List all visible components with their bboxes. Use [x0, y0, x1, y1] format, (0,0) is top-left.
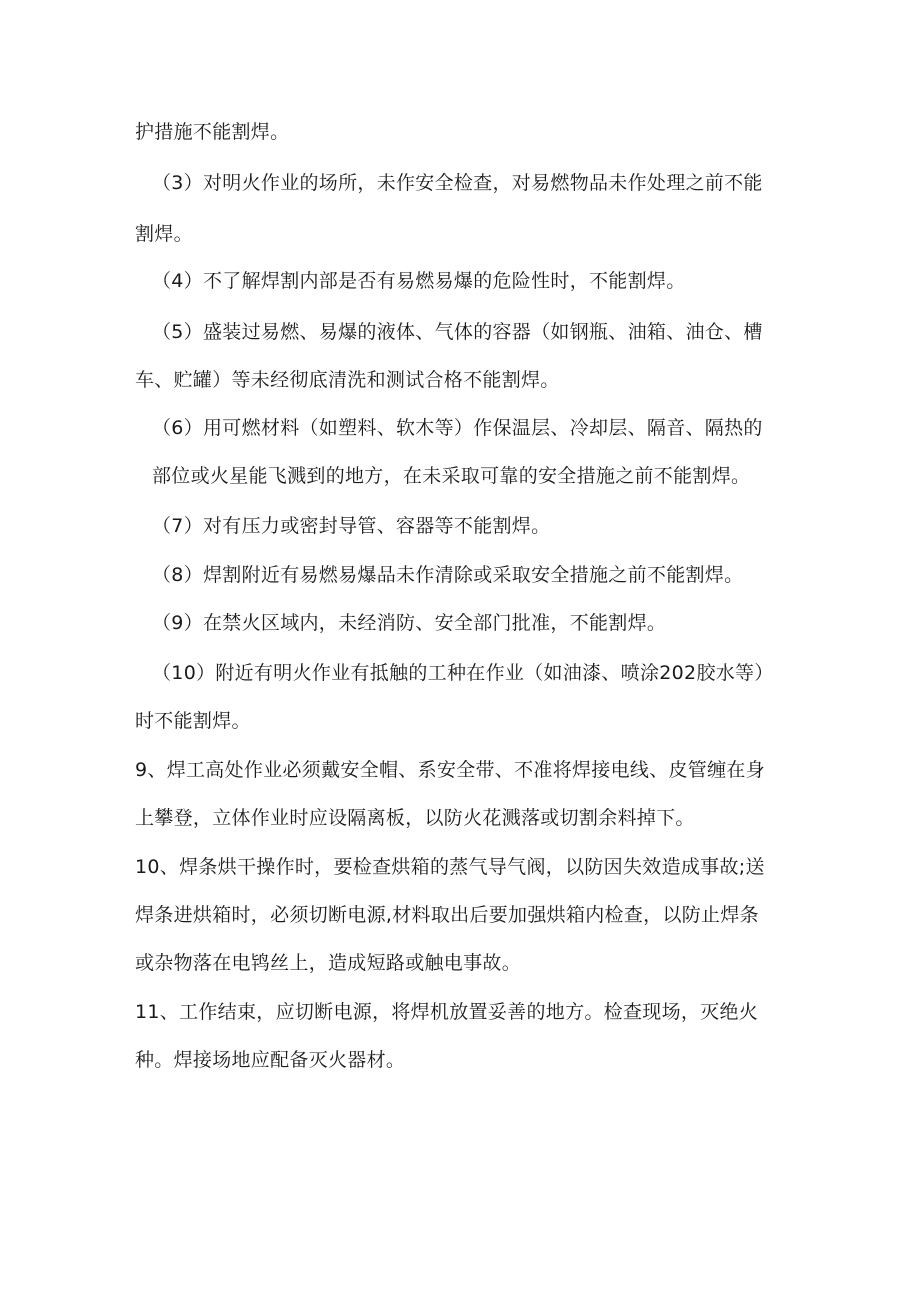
text-line: 9、焊工高处作业必须戴安全帽、系安全带、不准将焊接电线、皮管缠在身 [135, 759, 765, 781]
text-line: （9）在禁火区域内，未经消防、安全部门批准，不能割焊。 [152, 612, 667, 634]
text-line: 10、焊条烘干操作时，要检查烘箱的蒸气导气阀，以防因失效造成事故;送 [135, 856, 765, 878]
text-line: （7）对有压力或密封导管、容器等不能割焊。 [152, 515, 551, 537]
text-line: 割焊。 [135, 223, 193, 245]
text-line: 车、贮罐）等未经彻底清洗和测试合格不能割焊。 [135, 369, 560, 391]
text-line: 种。焊接场地应配备灭火器材。 [135, 1049, 406, 1071]
text-line: 时不能割焊。 [135, 710, 251, 732]
text-line: （4）不了解焊割内部是否有易燃易爆的危险性时，不能割焊。 [152, 270, 686, 292]
text-line: 部位或火星能飞溅到的地方，在未采取可靠的安全措施之前不能割焊。 [152, 465, 751, 487]
text-line: 或杂物落在电鸨丝上，造成短路或触电事故。 [135, 952, 522, 974]
text-line: （3）对明火作业的场所，未作安全检查，对易燃物品未作处理之前不能 [152, 172, 763, 194]
text-line: 11、工作结束，应切断电源，将焊机放置妥善的地方。检查现场，灭绝火 [135, 1001, 759, 1023]
text-line: （5）盛装过易燃、易爆的液体、气体的容器（如钢瓶、油箱、油仓、槽 [152, 321, 763, 343]
text-line: 上攀登，立体作业时应设隔离板，以防火花溅落或切割余料掉下。 [135, 807, 695, 829]
text-line: 焊条进烘箱时，必须切断电源,材料取出后要加强烘箱内检查，以防止焊条 [135, 904, 759, 926]
text-line: 护措施不能割焊。 [135, 121, 290, 143]
text-line: （8）焊割附近有易燃易爆品未作清除或采取安全措施之前不能割焊。 [152, 564, 744, 586]
text-line: （6）用可燃材料（如塑料、软木等）作保温层、冷却层、隔音、隔热的 [152, 417, 763, 439]
text-line: （10）附近有明火作业有抵触的工种在作业（如油漆、喷涂202胶水等） [152, 662, 774, 684]
